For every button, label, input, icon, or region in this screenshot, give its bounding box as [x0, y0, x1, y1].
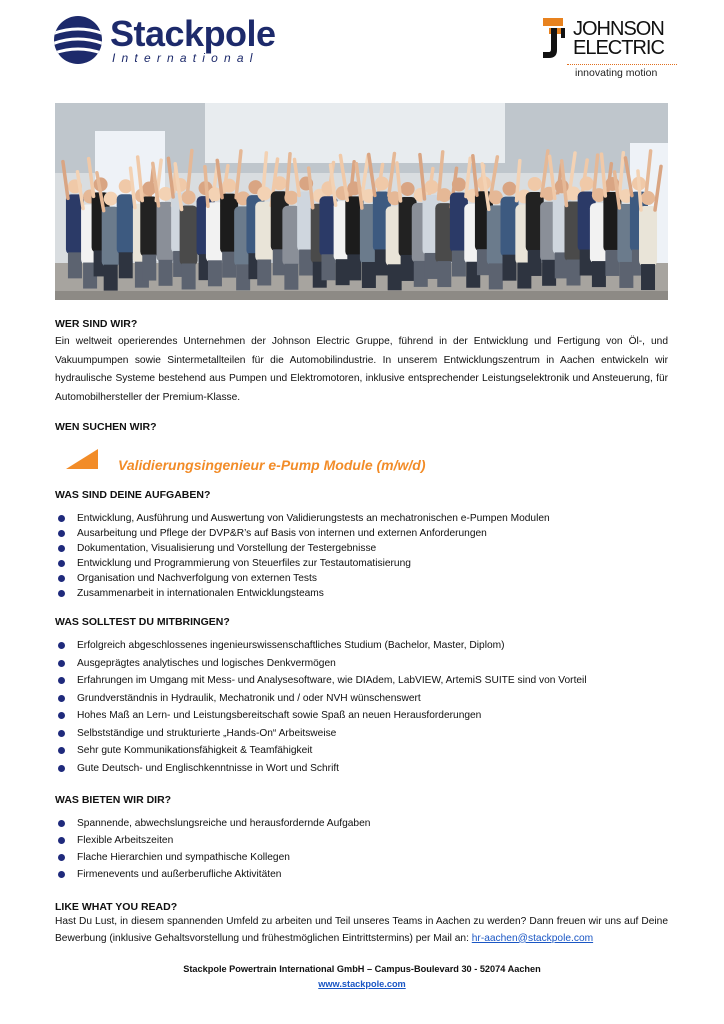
list-item: Hohes Maß an Lern- und Leistungsbereitschaft sowie Spaß an neuen Herausforderungen [55, 707, 668, 725]
footer-website-wrap [0, 979, 724, 989]
list-item: Flache Hierarchien und sympathische Kollegen [55, 849, 668, 866]
orange-triangle-icon [66, 449, 98, 469]
bullet-icon [58, 642, 65, 649]
company-description: Ein weltweit operierendes Unternehmen der Johnson Electric Gruppe, führend in der Entwicklung und Fertigung von Öl-, und Vakuumpumpen sowie Sintermetallteilen für die Automobilindustrie. In unserem Entwicklungszentrum in Aachen entwickeln wir hydraulische Systeme bestehend aus Pumpen und Elektromotoren, inklusive entsprechender Leistungselektronik und Ansteuerung, für Automobilhersteller der Premium-Klasse. [55, 336, 668, 403]
johnson-electric-name-line1: JOHNSON [573, 18, 664, 40]
bullet-icon [58, 695, 65, 702]
bullet-icon [58, 677, 65, 684]
list-item: Erfahrungen im Umgang mit Mess- und Analysesoftware, wie DIAdem, LabVIEW, ArtemiS SUITE sind von Vorteil [55, 672, 668, 690]
bullet-icon [58, 747, 65, 754]
heading-like-what-you-read: LIKE WHAT YOU READ? [55, 901, 178, 913]
johnson-electric-mark-icon [541, 16, 567, 60]
list-item: Spannende, abwechslungsreiche und herausfordernde Aufgaben [55, 815, 668, 832]
list-item: Organisation und Nachverfolgung von externen Tests [55, 571, 668, 586]
list-item: Entwicklung, Ausführung und Auswertung von Validierungstests an mechatronischen e-Pumpen Modulen [55, 511, 668, 526]
email-link[interactable]: hr-aachen@stackpole.com [471, 932, 594, 944]
list-item: Zusammenarbeit in internationalen Entwicklungsteams [55, 586, 668, 601]
requirements-list [55, 637, 668, 777]
stackpole-wordmark: Stackpole [110, 13, 276, 54]
johnson-electric-name-line2: ELECTRIC [573, 37, 664, 59]
bullet-icon [58, 575, 65, 582]
bullet-icon [58, 515, 65, 522]
tasks-list [55, 511, 668, 601]
bullet-icon [58, 545, 65, 552]
bullet-icon [58, 765, 65, 772]
bullet-icon [58, 820, 65, 827]
footer-address: Stackpole Powertrain International GmbH – Campus-Boulevard 30 - 52074 Aachen [183, 964, 541, 974]
bullet-icon [58, 730, 65, 737]
list-item: Entwicklung und Programmierung von Steuerfiles zur Testautomatisierung [55, 556, 668, 571]
johnson-electric-tagline: innovating motion [575, 67, 658, 79]
bullet-icon [58, 590, 65, 597]
bullet-icon [58, 660, 65, 667]
bullet-icon [58, 837, 65, 844]
list-item: Dokumentation, Visualisierung und Vorstellung der Testergebnisse [55, 541, 668, 556]
list-item: Erfolgreich abgeschlossenes ingenieurswissenschaftliches Studium (Bachelor, Master, Diplom) [55, 637, 668, 655]
offer-list [55, 815, 668, 883]
stackpole-subtitle: International [112, 51, 259, 65]
bullet-icon [58, 871, 65, 878]
application-call [55, 914, 668, 947]
heading-tasks: WAS SIND DEINE AUFGABEN? [55, 489, 211, 501]
list-item: Ausgeprägtes analytisches und logisches Denkvermögen [55, 655, 668, 673]
heading-who-are-we: WER SIND WIR? [55, 318, 138, 330]
heading-offer: WAS BIETEN WIR DIR? [55, 794, 172, 806]
johnson-electric-logo [541, 16, 676, 80]
stackpole-logo [52, 14, 292, 66]
list-item: Gute Deutsch- und Englischkenntnisse in Wort und Schrift [55, 760, 668, 778]
team-photo [55, 103, 668, 300]
heading-requirements: WAS SOLLTEST DU MITBRINGEN? [55, 616, 230, 628]
list-item: Sehr gute Kommunikationsfähigkeit & Teamfähigkeit [55, 742, 668, 760]
bullet-icon [58, 530, 65, 537]
stackpole-globe-icon [52, 14, 104, 66]
list-item: Selbstständige und strukturierte „Hands-On“ Arbeitsweise [55, 725, 668, 743]
list-item: Ausarbeitung und Pflege der DVP&R’s auf Basis von internen und externen Anforderungen [55, 526, 668, 541]
list-item: Flexible Arbeitszeiten [55, 832, 668, 849]
bullet-icon [58, 854, 65, 861]
job-title: Validierungsingenieur e-Pump Module (m/w/d) [118, 457, 426, 473]
bullet-icon [58, 560, 65, 567]
tagline-divider [567, 64, 677, 65]
list-item: Grundverständnis in Hydraulik, Mechatronik und / oder NVH wünschenswert [55, 690, 668, 708]
heading-who-we-seek: WEN SUCHEN WIR? [55, 421, 157, 433]
website-link[interactable]: www.stackpole.com [318, 979, 406, 989]
bullet-icon [58, 712, 65, 719]
list-item: Firmenevents und außerberufliche Aktivitäten [55, 866, 668, 883]
application-text: Hast Du Lust, in diesem spannenden Umfeld zu arbeiten und Teil unseres Teams in Aachen zu werden? Dann freuen wir uns auf Deine Bewerbung (inklusive Gehaltsvorstellung und frühestmöglichen Eintrittstermins) per Mail an: [55, 916, 668, 944]
